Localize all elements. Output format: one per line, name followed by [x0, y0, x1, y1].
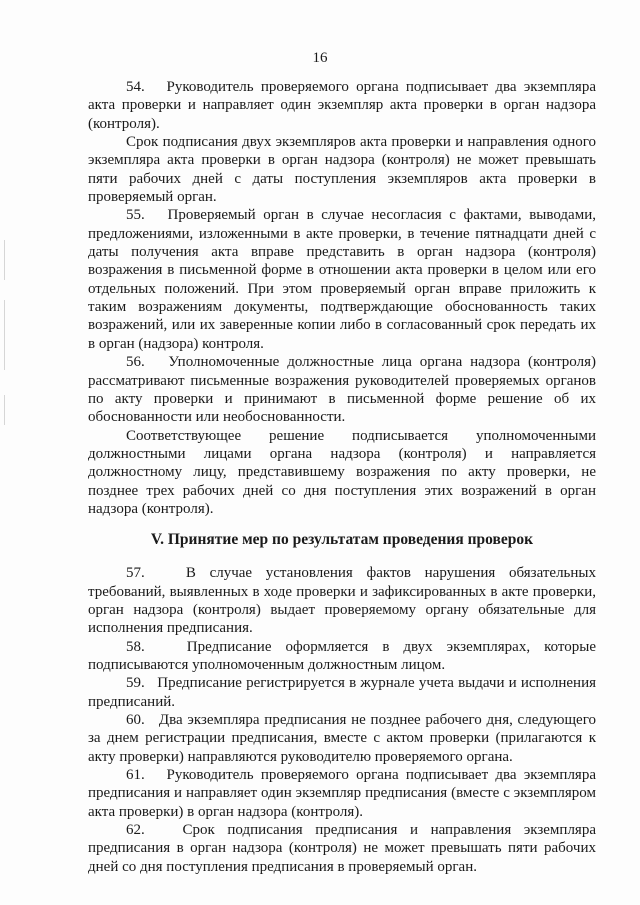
- paragraph-56: 56. Уполномоченные должностные лица органа надзора (контроля) рассматривают письменные возражения руководителей проверяемых органов по акту проверки и принимают в письменной форме решение об их обоснованности или необоснованности.: [88, 354, 600, 426]
- paragraph-55: 55. Проверяемый орган в случае несогласия с фактами, выводами, предложениями, изложенными в акте проверки, в течение пятнадцати дней с даты получения акта вправе представить в орган надзора (контроля) возражения в письменной форме в отношении акта проверки в целом или его отдельных положений. При этом проверяемый орган вправе приложить к таким возражениям документы, подтверждающие обоснованность таких возражений, или их заверенные копии либо в согласованный срок передать их в орган (надзора) контроля.: [88, 207, 600, 352]
- paragraph-54: 54. Руководитель проверяемого органа подписывает два экземпляра акта проверки и направляет один экземпляр акта проверки в орган надзора (контроля).: [88, 79, 600, 132]
- paragraph-54-signing-term: Срок подписания двух экземпляров акта проверки и направления одного экземпляра акта проверки в орган надзора (контроля) не может превышать пяти рабочих дней с даты поступления экземпляров акта проверки в проверяемый орган.: [88, 134, 600, 206]
- paragraph-62: 62. Срок подписания предписания и направления экземпляра предписания в орган надзора (контроля) не может превышать пяти рабочих дней со дня поступления предписания в проверяемый орган.: [88, 822, 600, 875]
- scan-edge-mark: [4, 300, 5, 370]
- paragraph-57: 57. В случае установления фактов нарушения обязательных требований, выявленных в ходе проверки и зафиксированных в акте проверки, орган надзора (контроля) выдает проверяемому органу обязательные для исполнения предписания.: [88, 565, 600, 637]
- paragraph-59: 59. Предписание регистрируется в журнале учета выдачи и исполнения предписаний.: [88, 675, 600, 710]
- section-heading: V. Принятие мер по результатам проведения проверок: [150, 531, 534, 549]
- paragraph-60: 60. Два экземпляра предписания не позднее рабочего дня, следующего за днем регистрации предписания, вместе с актом проверки (прилагаются к акту проверки) направляются руководителю проверяемого органа.: [88, 712, 600, 765]
- page-number: 16: [312, 50, 328, 66]
- document-body: [88, 78, 600, 876]
- paragraph-58: 58. Предписание оформляется в двух экземплярах, которые подписываются уполномоченным должностным лицом.: [88, 638, 600, 673]
- paragraph-56-decision: Соответствующее решение подписывается уполномоченными должностными лицами органа надзора (контроля) и направляется должностному лицу, представившему возражения по акту проверки, не позднее трех рабочих дней со дня поступления этих возражений в орган надзора (контроля).: [88, 427, 600, 517]
- scan-edge-mark: [4, 240, 5, 280]
- paragraph-61: 61. Руководитель проверяемого органа подписывает два экземпляра предписания и направляет один экземпляр предписания (вместе с экземпляром акта проверки) в орган надзора (контроля).: [88, 767, 600, 820]
- scan-edge-mark: [4, 395, 5, 425]
